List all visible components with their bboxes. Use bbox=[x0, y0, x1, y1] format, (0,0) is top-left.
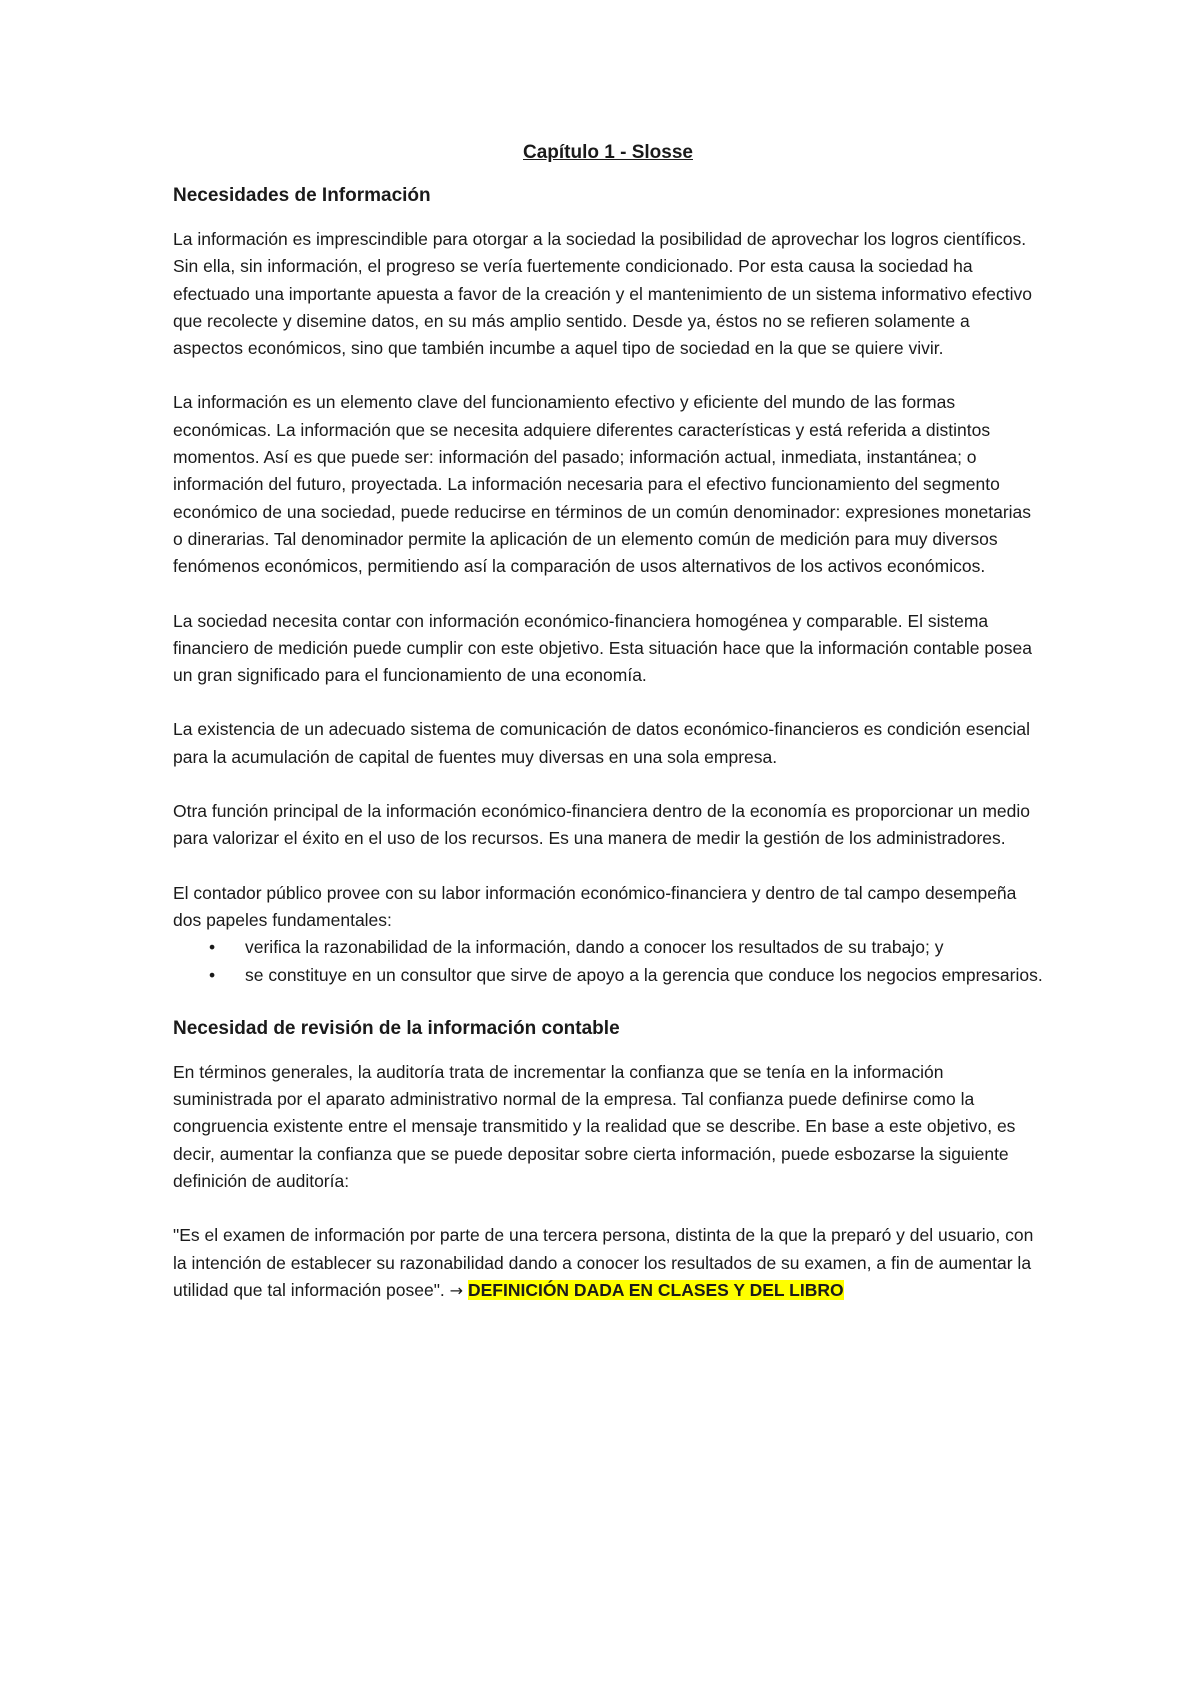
paragraph: Otra función principal de la información económico-financiera dentro de la economía es proporcionar un medio para valorizar el éxito en el uso de los recursos. Es una manera de medir la gestión de los administradores. bbox=[173, 801, 1031, 849]
document-page bbox=[173, 140, 1043, 1331]
bullet-text: verifica la razonabilidad de la información, dando a conocer los resultados de su trabajo; y bbox=[245, 937, 944, 958]
paragraph: La información es un elemento clave del funcionamiento efectivo y eficiente del mundo de las formas económicas. La información que se necesita adquiere diferentes características y está referida a distintos momentos. Así es que puede ser: información del pasado; información actual, inmediata, instantánea; o información del futuro, proyectada. La información necesaria para el efectivo funcionamiento del segmento económico de una sociedad, puede reducirse en términos de un común denominador: expresiones monetarias o dinerarias. Tal denominador permite la aplicación de un elemento común de medición para muy diversos fenómenos económicos, permitiendo así la comparación de usos alternativos de los activos económicos. bbox=[173, 392, 1032, 577]
bullet-item bbox=[173, 934, 1043, 961]
bullet-icon: • bbox=[209, 964, 216, 985]
paragraph: La existencia de un adecuado sistema de comunicación de datos económico-financieros es condición esencial para la acumulación de capital de fuentes muy diversas en una sola empresa. bbox=[173, 719, 1031, 767]
highlighted-note: DEFINICIÓN DADA EN CLASES Y DEL LIBRO bbox=[467, 1279, 844, 1300]
paragraph: En términos generales, la auditoría trata de incrementar la confianza que se tenía en la información suministrada por el aparato administrativo normal de la empresa. Tal confianza puede definirse como la congruencia existente entre el mensaje transmitido y la realidad que se describe. En base a este objetivo, es decir, aumentar la confianza que se puede depositar sobre cierta información, puede esbozarse la siguiente definición de auditoría: bbox=[173, 1061, 1016, 1192]
paragraph: El contador público provee con su labor información económico-financiera y dentro de tal campo desempeña dos papeles fundamentales: bbox=[173, 882, 1017, 930]
section-heading-revision: Necesidad de revisión de la información contable bbox=[173, 1017, 620, 1039]
chapter-title: Capítulo 1 - Slosse bbox=[523, 142, 693, 163]
section-heading-necesidades: Necesidades de Información bbox=[173, 185, 431, 206]
paragraph: La sociedad necesita contar con información económico-financiera homogénea y comparable. El sistema financiero de medición puede cumplir con este objetivo. Esta situación hace que la información contable posea un gran significado para el funcionamiento de una economía. bbox=[173, 610, 1032, 686]
bullet-list bbox=[173, 934, 1043, 989]
bullet-item bbox=[173, 962, 1043, 989]
bullet-text: se constituye en un consultor que sirve de apoyo a la gerencia que conduce los negocios empresarios. bbox=[245, 964, 1043, 985]
definition-quote bbox=[173, 1222, 1043, 1304]
quote-text: "Es el examen de información por parte de una tercera persona, distinta de la que la preparó y del usuario, con la intención de establecer su razonabilidad dando a conocer los resultados de su examen, a fin de aumentar la utilidad que tal información posee". bbox=[173, 1225, 1034, 1300]
bullet-icon: • bbox=[209, 937, 216, 958]
arrow-right-icon: → bbox=[449, 1280, 464, 1300]
paragraph: La información es imprescindible para otorgar a la sociedad la posibilidad de aprovechar los logros científicos. Sin ella, sin información, el progreso se vería fuertemente condicionado. Por esta causa la sociedad ha efectuado una importante apuesta a favor de la creación y el mantenimiento de un sistema informativo efectivo que recolecte y disemine datos, en su más amplio sentido. Desde ya, éstos no se refieren solamente a aspectos económicos, sino que también incumbe a aquel tipo de sociedad en la que se quiere vivir. bbox=[173, 229, 1032, 359]
